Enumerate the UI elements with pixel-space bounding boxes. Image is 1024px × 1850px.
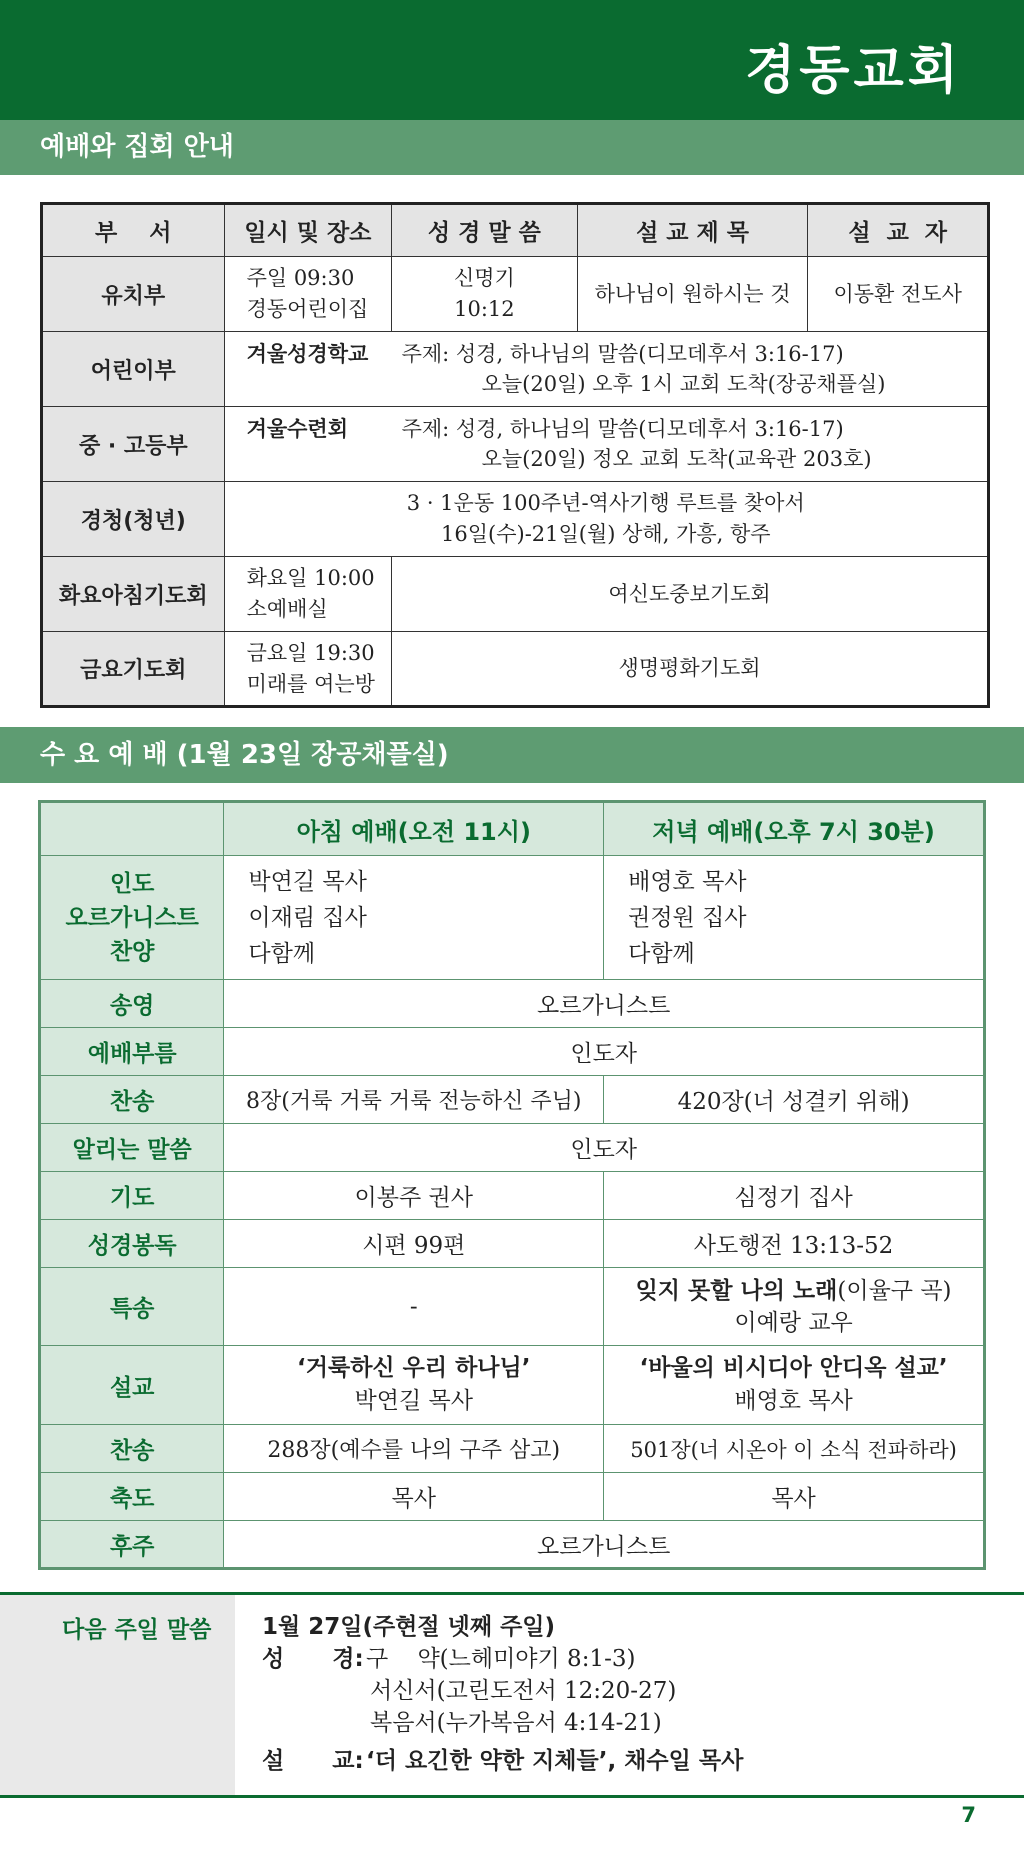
table-row — [42, 332, 989, 407]
label-organist: 오르가니스트 — [65, 904, 199, 931]
time-text: 주일 09:30 — [246, 266, 355, 290]
leaders-label — [40, 856, 224, 980]
row-label: 기도 — [40, 1172, 224, 1220]
morning-value: 목사 — [224, 1473, 604, 1521]
dept-label: 어린이부 — [42, 332, 225, 407]
table-row — [42, 632, 989, 707]
header-bar — [0, 0, 1024, 120]
page-number: 7 — [961, 1803, 976, 1827]
camp-line1 — [247, 339, 987, 369]
dept-label: 중 · 고등부 — [42, 407, 225, 482]
col-evening: 저녁 예배(오후 7시 30분) — [604, 802, 985, 856]
evening-value: 사도행전 13:13-52 — [604, 1220, 985, 1268]
corner-cell — [40, 802, 224, 856]
row-label: 축도 — [40, 1473, 224, 1521]
row-value: 오르가니스트 — [224, 980, 985, 1028]
table-row — [40, 856, 985, 980]
col-scripture: 성 경 말 씀 — [392, 204, 578, 257]
trip-info — [224, 482, 988, 557]
row-label: 알리는 말씀 — [40, 1124, 224, 1172]
scripture-line — [262, 1643, 743, 1675]
evening-value: 목사 — [604, 1473, 985, 1521]
gatherings-table — [40, 202, 990, 708]
church-name: 경동교회 — [745, 40, 962, 101]
organist-name: 이재림 집사 — [248, 904, 367, 931]
ot-reading: 구 약(느헤미야기 8:1-3) — [366, 1646, 636, 1672]
section2-title: 수 요 예 배 (1월 23일 장공채플실) — [0, 727, 1024, 783]
morning-value: 이봉주 권사 — [224, 1172, 604, 1220]
trip-dates: 16일(수)-21일(월) 상해, 가흥, 항주 — [441, 522, 771, 546]
sermon-title: ‘바울의 비시디아 안디옥 설교’ — [639, 1355, 948, 1381]
time-place — [224, 257, 392, 332]
epistle-reading: 서신서(고린도전서 12:20-27) — [370, 1678, 677, 1704]
sermon-line — [262, 1745, 743, 1777]
row-label: 특송 — [40, 1268, 224, 1346]
evening-value: 심정기 집사 — [604, 1172, 985, 1220]
table-row — [42, 257, 989, 332]
time-text: 금요일 19:30 — [246, 640, 375, 665]
table-row — [40, 1425, 985, 1473]
table-header-row — [40, 802, 985, 856]
col-morning: 아침 예배(오전 11시) — [224, 802, 604, 856]
row-label: 성경봉독 — [40, 1220, 224, 1268]
section1-title: 예배와 집회 안내 — [0, 120, 1024, 175]
evening-leaders — [604, 856, 985, 980]
col-preacher: 설 교 자 — [808, 204, 989, 257]
table-row — [42, 407, 989, 482]
organist-name: 권정원 집사 — [628, 904, 747, 931]
evening-value: 501장(너 시온아 이 소식 전파하라) — [604, 1425, 985, 1473]
time-place — [224, 632, 392, 707]
camp-line2 — [247, 444, 987, 474]
evening-value — [604, 1346, 985, 1425]
camp-theme: 주제: 성경, 하나님의 말씀(디모데후서 3:16-17) — [401, 417, 844, 441]
table-row — [40, 1220, 985, 1268]
camp-theme: 주제: 성경, 하나님의 말씀(디모데후서 3:16-17) — [401, 342, 844, 366]
row-value: 인도자 — [224, 1028, 985, 1076]
special-song-title: 잊지 못할 나의 노래 — [635, 1277, 838, 1304]
dept-label: 경청(청년) — [42, 482, 225, 557]
row-value: 인도자 — [224, 1124, 985, 1172]
sermon-title: ‘거룩하신 우리 하나님’ — [297, 1355, 531, 1381]
place-text: 미래를 여는방 — [246, 671, 375, 696]
praise-name: 다함께 — [628, 940, 695, 967]
next-sunday-date: 1월 27일(주현절 넷째 주일) — [262, 1614, 556, 1640]
row-label: 설교 — [40, 1346, 224, 1425]
col-time: 일시 및 장소 — [224, 204, 392, 257]
label-praise: 찬양 — [109, 938, 155, 965]
dept-label: 금요기도회 — [42, 632, 225, 707]
camp-line2 — [247, 369, 987, 399]
next-sermon: ‘더 요긴한 약한 지체들’, 채수일 목사 — [366, 1748, 744, 1774]
sermon-title: 하나님이 원하시는 것 — [577, 257, 808, 332]
table-row — [40, 1028, 985, 1076]
table-row — [40, 1521, 985, 1569]
leader-name: 박연길 목사 — [248, 868, 367, 895]
time-text: 화요일 10:00 — [246, 566, 375, 590]
sermon-preacher: 배영호 목사 — [734, 1388, 853, 1414]
row-label: 후주 — [40, 1521, 224, 1569]
scripture — [392, 257, 578, 332]
row-label: 예배부름 — [40, 1028, 224, 1076]
table-row — [40, 1124, 985, 1172]
table-row — [40, 1076, 985, 1124]
meeting-name: 여신도중보기도회 — [392, 557, 989, 632]
camp-info — [224, 407, 988, 482]
table-row — [40, 1473, 985, 1521]
wednesday-service-table — [38, 800, 986, 1570]
morning-leaders — [224, 856, 604, 980]
col-dept: 부 서 — [42, 204, 225, 257]
table-row — [42, 482, 989, 557]
camp-name: 겨울성경학교 — [246, 342, 369, 366]
praise-name: 다함께 — [248, 940, 316, 967]
next-sunday-label-area — [0, 1595, 235, 1795]
scripture-label: 성 경: — [262, 1646, 364, 1672]
morning-value: 288장(예수를 나의 구주 삼고) — [224, 1425, 604, 1473]
camp-schedule: 오늘(20일) 정오 교회 도착(교육관 203호) — [481, 447, 872, 471]
camp-info — [224, 332, 988, 407]
special-performer: 이예랑 교우 — [734, 1309, 853, 1336]
next-sunday-label: 다음 주일 말씀 — [62, 1617, 212, 1643]
row-value: 오르가니스트 — [224, 1521, 985, 1569]
table-row — [40, 1346, 985, 1425]
special-song-line — [604, 1275, 983, 1307]
camp-name: 겨울수련회 — [246, 417, 349, 441]
morning-value — [224, 1346, 604, 1425]
dept-label: 화요아침기도회 — [42, 557, 225, 632]
dept-label: 유치부 — [42, 257, 225, 332]
time-place — [224, 557, 392, 632]
place-text: 경동어린이집 — [246, 297, 369, 321]
scripture-verse: 10:12 — [454, 297, 515, 321]
meeting-name: 생명평화기도회 — [392, 632, 989, 707]
sermon-label: 설 교: — [262, 1748, 364, 1774]
leader-name: 배영호 목사 — [628, 868, 747, 895]
table-row — [40, 980, 985, 1028]
scripture-book: 신명기 — [453, 266, 515, 290]
camp-schedule: 오늘(20일) 오후 1시 교회 도착(장공채플실) — [481, 372, 886, 396]
gospel-reading: 복음서(누가복음서 4:14-21) — [370, 1710, 662, 1736]
evening-value — [604, 1268, 985, 1346]
morning-value: 시편 99편 — [224, 1220, 604, 1268]
table-header-row — [42, 204, 989, 257]
trip-title: 3 · 1운동 100주년-역사기행 루트를 찾아서 — [406, 491, 805, 515]
morning-value: - — [224, 1268, 604, 1346]
label-lead: 인도 — [109, 870, 155, 897]
evening-value: 420장(너 성결키 위해) — [604, 1076, 985, 1124]
next-sunday-details — [262, 1611, 743, 1777]
morning-value: 8장(거룩 거룩 거룩 전능하신 주님) — [224, 1076, 604, 1124]
row-label: 찬송 — [40, 1076, 224, 1124]
row-label: 송영 — [40, 980, 224, 1028]
special-song-credit: (이율구 곡) — [837, 1277, 952, 1304]
next-sunday-box — [0, 1592, 1024, 1798]
place-text: 소예배실 — [246, 597, 328, 621]
sermon-preacher: 박연길 목사 — [354, 1388, 473, 1414]
col-title: 설 교 제 목 — [577, 204, 808, 257]
table-row — [42, 557, 989, 632]
preacher: 이동환 전도사 — [808, 257, 989, 332]
row-label: 찬송 — [40, 1425, 224, 1473]
camp-line1 — [247, 414, 987, 444]
table-row — [40, 1172, 985, 1220]
table-row — [40, 1268, 985, 1346]
